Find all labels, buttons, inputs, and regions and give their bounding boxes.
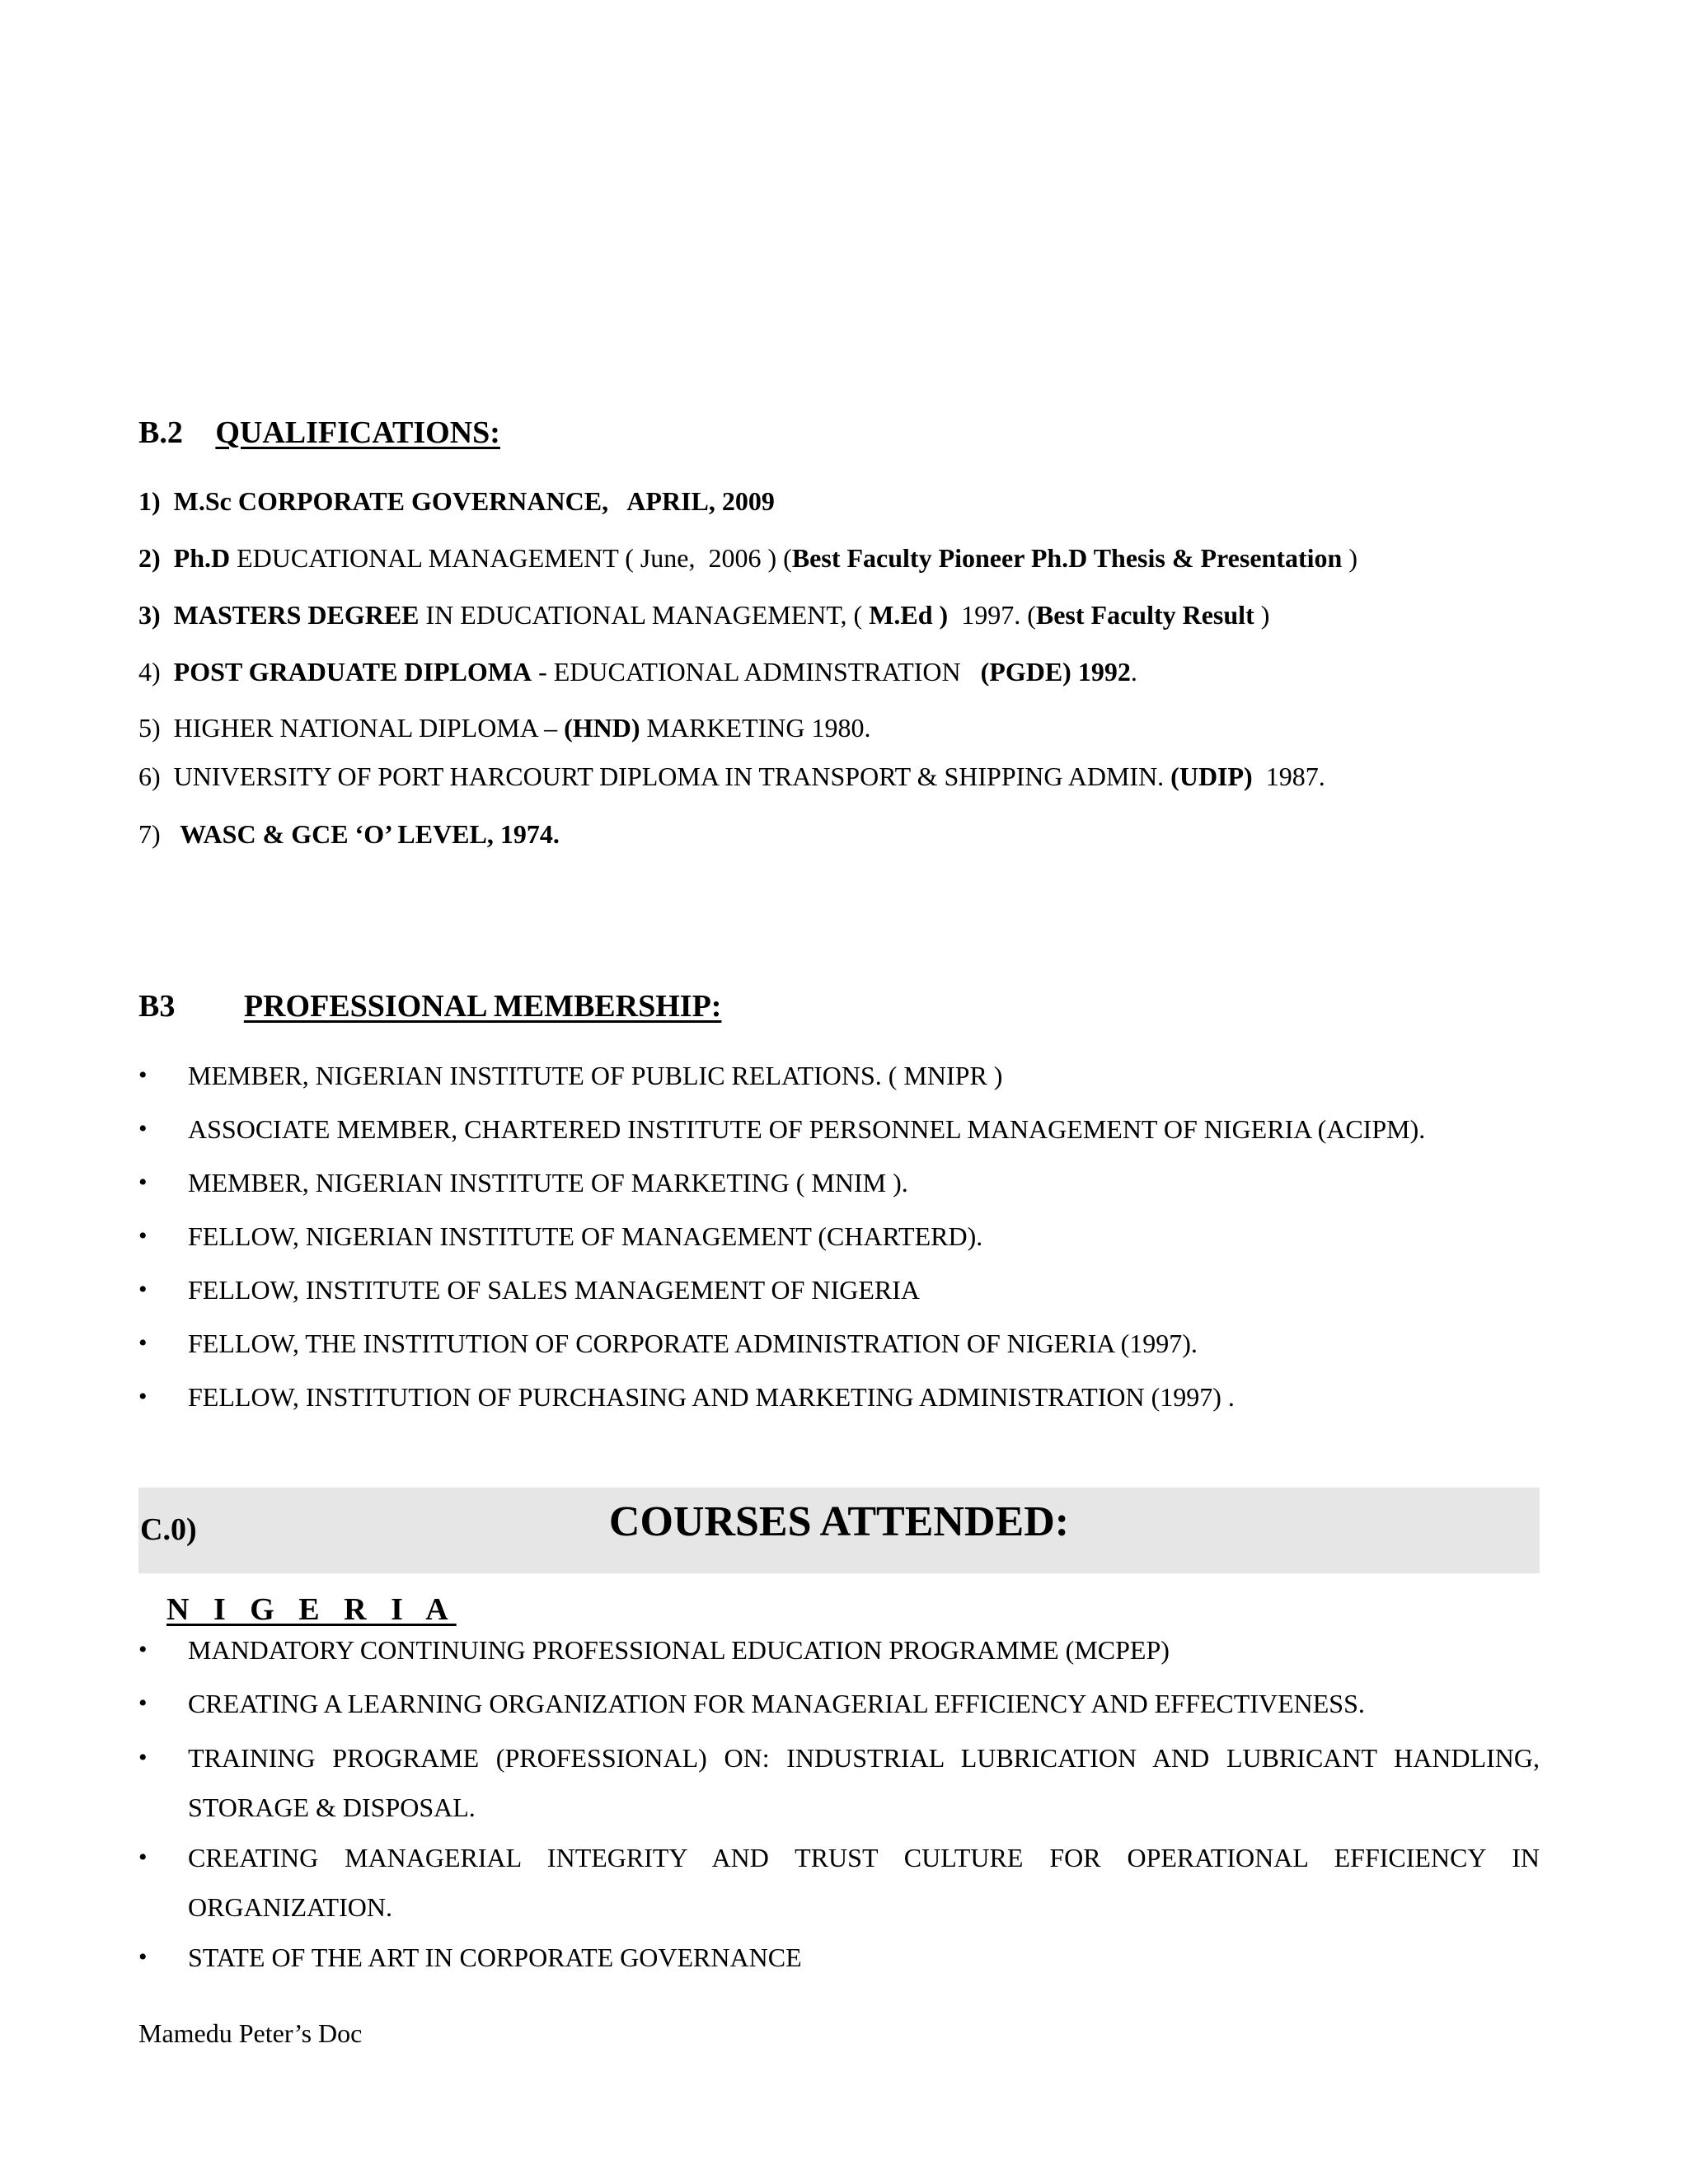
qualification-number: 7) — [138, 819, 174, 849]
qualification-text: EDUCATIONAL MANAGEMENT ( June, 2006 ) ( — [230, 543, 792, 573]
membership-heading — [138, 987, 721, 1025]
qualifications-heading — [138, 414, 500, 452]
qualification-number: 6) — [138, 762, 174, 791]
bullet-icon: • — [138, 1690, 148, 1717]
bullet-icon: • — [138, 1329, 148, 1357]
membership-item-text: MEMBER, NIGERIAN INSTITUTE OF MARKETING ( MNIM ). — [188, 1168, 908, 1197]
qualification-item — [138, 760, 1325, 793]
qualification-text: IN EDUCATIONAL MANAGEMENT, ( — [419, 600, 870, 630]
qualification-item — [138, 598, 1269, 631]
page-footer: Mamedu Peter’s Doc — [138, 2018, 363, 2048]
qualification-text: Best Faculty Pioneer Ph.D Thesis & Presentation — [791, 543, 1343, 573]
qualification-text: HIGHER NATIONAL DIPLOMA – — [173, 713, 565, 743]
qualification-text: MASTERS DEGREE — [173, 600, 420, 630]
qualification-number: 4) — [138, 657, 174, 687]
qualification-text: (UDIP) — [1170, 762, 1253, 791]
membership-item-text: FELLOW, THE INSTITUTION OF CORPORATE ADMINISTRATION OF NIGERIA (1997). — [188, 1329, 1198, 1358]
membership-item-text: FELLOW, INSTITUTE OF SALES MANAGEMENT OF NIGERIA — [188, 1275, 920, 1305]
membership-title: PROFESSIONAL MEMBERSHIP: — [243, 989, 722, 1024]
bullet-icon: • — [138, 1636, 148, 1663]
bullet-icon: • — [138, 1844, 148, 1871]
qualification-number: 2) — [138, 543, 174, 573]
qualification-number: 5) — [138, 713, 174, 743]
qualification-item — [138, 485, 775, 518]
qualification-text: WASC & GCE ‘O’ LEVEL, 1974. — [173, 819, 560, 849]
qualification-text: . — [1130, 657, 1137, 687]
qualifications-section-number: B.2 — [138, 415, 183, 450]
qualification-text: M.Ed ) — [869, 600, 949, 630]
qualification-text: (PGDE) 1992 — [980, 657, 1131, 687]
membership-item-text: MEMBER, NIGERIAN INSTITUTE OF PUBLIC RELATIONS. ( MNIPR ) — [188, 1061, 1003, 1090]
qualification-text: - EDUCATIONAL ADMINSTRATION — [532, 657, 981, 687]
bullet-icon: • — [138, 1943, 148, 1971]
bullet-icon: • — [138, 1383, 148, 1410]
qualification-number: 3) — [138, 600, 174, 630]
bullet-icon: • — [138, 1062, 148, 1089]
bullet-icon: • — [138, 1744, 148, 1771]
course-item-text: MANDATORY CONTINUING PROFESSIONAL EDUCATION PROGRAMME (MCPEP) — [188, 1635, 1170, 1665]
qualification-text: UNIVERSITY OF PORT HARCOURT DIPLOMA IN TRANSPORT & SHIPPING ADMIN. — [173, 762, 1171, 791]
qualification-text: POST GRADUATE DIPLOMA — [173, 657, 532, 687]
courses-title: COURSES ATTENDED: — [608, 1498, 1070, 1545]
bullet-icon: • — [138, 1222, 148, 1249]
qualification-text: M.Sc CORPORATE GOVERNANCE, APRIL, 2009 — [173, 486, 775, 516]
qualification-item — [138, 655, 1137, 688]
qualification-item — [138, 711, 871, 744]
course-item-text: CREATING MANAGERIAL INTEGRITY AND TRUST CULTURE FOR OPERATIONAL EFFICIENCY IN ORGANIZATION. — [188, 1843, 1540, 1922]
course-item-text: STATE OF THE ART IN CORPORATE GOVERNANCE — [188, 1943, 802, 1972]
qualification-text: (HND) — [564, 713, 640, 743]
membership-item-text: FELLOW, INSTITUTION OF PURCHASING AND MARKETING ADMINISTRATION (1997) . — [188, 1382, 1235, 1412]
bullet-icon: • — [138, 1115, 148, 1142]
bullet-icon: • — [138, 1276, 148, 1303]
qualification-text: 1997. ( — [948, 600, 1036, 630]
qualification-number: 1) — [138, 486, 174, 516]
courses-subheading: N I G E R I A — [166, 1592, 457, 1627]
courses-heading-bar — [138, 1488, 1540, 1573]
course-item-text: CREATING A LEARNING ORGANIZATION FOR MANAGERIAL EFFICIENCY AND EFFECTIVENESS. — [188, 1689, 1365, 1718]
membership-section-number: B3 — [138, 989, 176, 1024]
qualification-text: ) — [1342, 543, 1357, 573]
qualification-text: Best Faculty Result — [1035, 600, 1254, 630]
qualifications-title: QUALIFICATIONS: — [215, 415, 500, 450]
membership-item-text: ASSOCIATE MEMBER, CHARTERED INSTITUTE OF PERSONNEL MANAGEMENT OF NIGERIA (ACIPM). — [188, 1114, 1426, 1144]
courses-section-number: C.0) — [140, 1512, 197, 1547]
bullet-icon: • — [138, 1169, 148, 1196]
qualification-text: Ph.D — [173, 543, 231, 573]
qualification-text: MARKETING 1980. — [640, 713, 871, 743]
qualification-text: ) — [1254, 600, 1270, 630]
qualification-text: 1987. — [1252, 762, 1325, 791]
course-item-text: TRAINING PROGRAME (PROFESSIONAL) ON: INDUSTRIAL LUBRICATION AND LUBRICANT HANDLING, STORAGE & DISPOSAL. — [188, 1743, 1540, 1822]
membership-item-text: FELLOW, NIGERIAN INSTITUTE OF MANAGEMENT (CHARTERD). — [188, 1221, 983, 1251]
qualification-item — [138, 818, 560, 851]
qualification-item — [138, 541, 1357, 574]
